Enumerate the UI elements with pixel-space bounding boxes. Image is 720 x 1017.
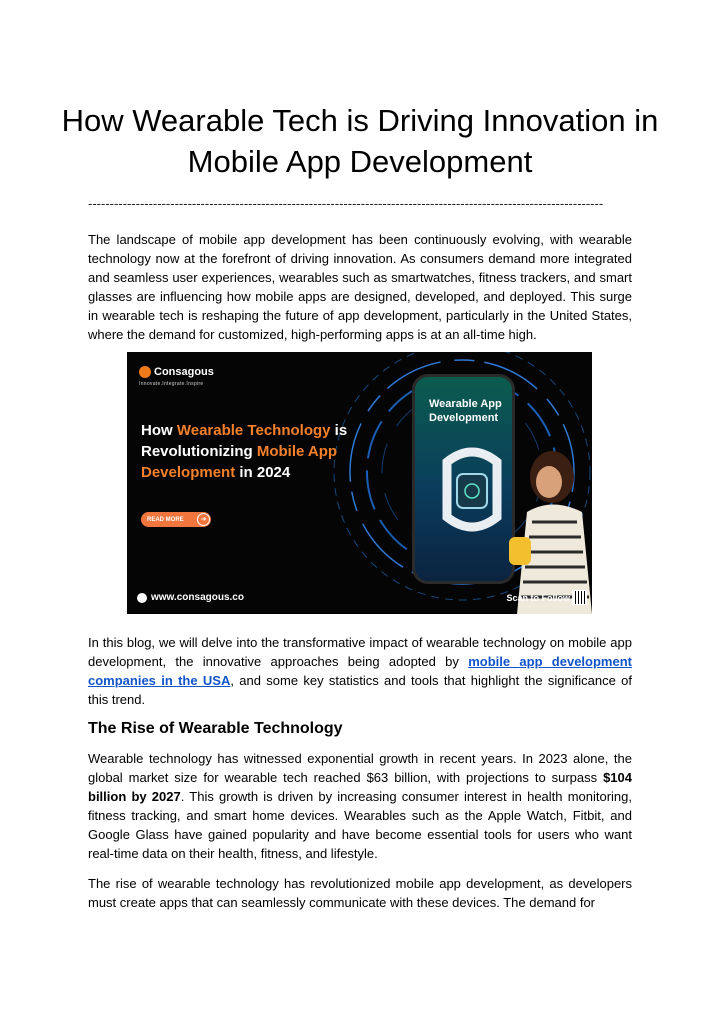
read-more-label: READ MORE: [147, 516, 184, 523]
blog-intro-paragraph: [88, 633, 632, 709]
headline-part: is: [330, 422, 348, 439]
scan-to-follow: Scan to Follow: [506, 593, 570, 603]
qr-code-icon: [572, 590, 587, 605]
logo-tagline: Innovate.Integrate.Inspire: [139, 381, 204, 387]
headline-highlight: Development: [141, 464, 236, 481]
banner-image: [127, 352, 592, 614]
logo-name: Consagous: [154, 366, 214, 378]
woman-illustration: [507, 442, 592, 614]
rise-paragraph: [88, 749, 632, 863]
phone-title: Wearable App Development: [429, 398, 502, 424]
text-span: Wearable technology has witnessed exponential growth in recent years. In 2023 alone, the global market size for wearable tech reached $63 billion, with projections to surpass: [88, 751, 632, 785]
headline-highlight: Mobile App: [256, 443, 338, 460]
headline-part: How: [141, 422, 177, 439]
website-footer: [137, 592, 244, 603]
section-heading: The Rise of Wearable Technology: [88, 720, 343, 737]
intro-paragraph: The landscape of mobile app development has been continuously evolving, with wearable technology now at the forefront of driving innovation. As consumers demand more integrated and seamless user experiences, wearables such as smartwatches, fitness trackers, and smart glasses are influencing how mobile apps are designed, developed, and deployed. This surge in wearable tech is reshaping the future of app development, particularly in the United States, where the demand for customized, high-performing apps is at an all-time high.: [88, 232, 632, 342]
smartwatch-graphic: [437, 442, 507, 537]
rise-impact-paragraph: The rise of wearable technology has revolutionized mobile app development, as developers must create apps that can seamlessly communicate with these devices. The demand for: [88, 876, 632, 910]
consagous-logo: [139, 366, 214, 378]
read-more-button: [141, 512, 211, 527]
bold-stat: $104 billion by 2027: [88, 770, 632, 804]
logo-icon: [139, 366, 151, 378]
globe-icon: [137, 593, 147, 603]
text-span: . This growth is driven by increasing consumer interest in health monitoring, fitness tracking, and smart home devices. Wearables such as the Apple Watch, Fitbit, and Google Glass have gained popularity and have become essential tools for users who want real-time data on their health, fitness, and lifestyle.: [88, 789, 632, 861]
arrow-right-icon: ➜: [197, 513, 210, 526]
mobile-app-companies-link[interactable]: mobile app development companies in the USA: [88, 654, 632, 688]
headline-part: Revolutionizing: [141, 443, 257, 460]
headline-highlight: Wearable Technology: [176, 422, 331, 439]
text-span: , and some key statistics and tools that highlight the significance of this trend.: [88, 673, 632, 707]
website-url: www.consagous.co: [151, 592, 244, 603]
page-title: How Wearable Tech is Driving Innovation in Mobile App Development: [61, 103, 659, 179]
banner-headline: [141, 420, 371, 483]
text-span: In this blog, we will delve into the transformative impact of wearable technology on mobile app development, the innovative approaches being adopted by: [88, 635, 632, 669]
title-divider: -----------------------------------------------------------------------------------------------------------------------: [88, 196, 604, 211]
headline-part: in 2024: [235, 464, 291, 481]
